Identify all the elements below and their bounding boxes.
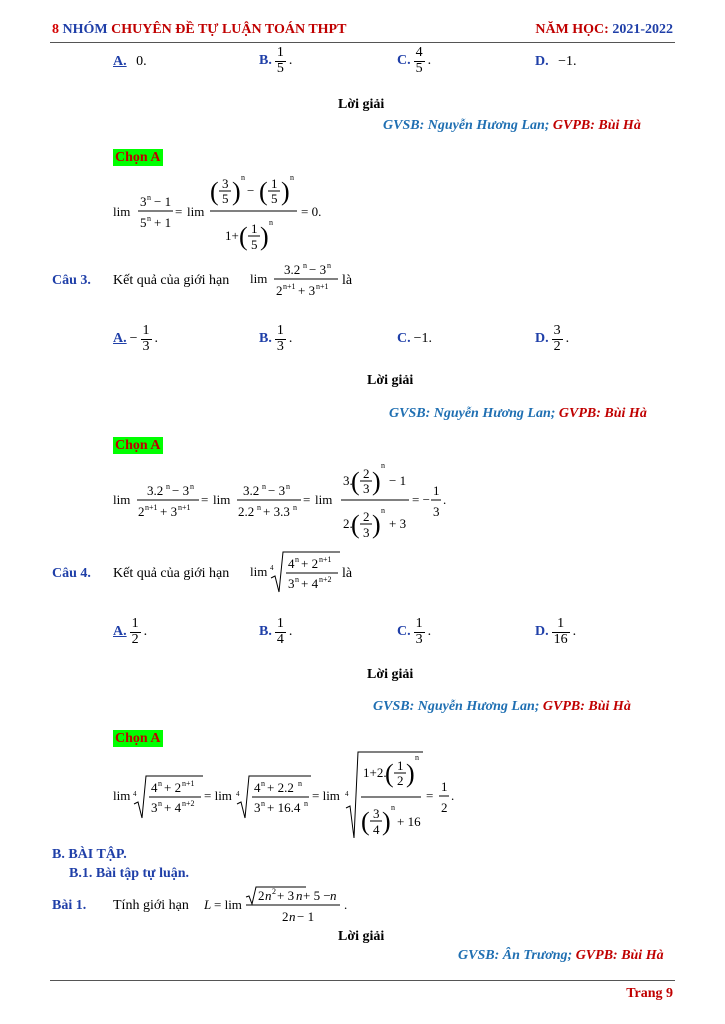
- svg-text:4: 4: [345, 790, 349, 798]
- svg-text:n+1: n+1: [182, 779, 195, 788]
- svg-text:n: n: [190, 482, 194, 491]
- svg-text:n: n: [166, 482, 170, 491]
- svg-text:+ 3: + 3: [160, 504, 178, 519]
- svg-text:=: =: [426, 788, 434, 803]
- svg-text:+ 16.4: + 16.4: [267, 800, 301, 815]
- svg-text:4: 4: [236, 790, 240, 798]
- svg-text:3.2: 3.2: [284, 262, 301, 277]
- svg-text:2: 2: [138, 504, 145, 519]
- header-title: [52, 22, 346, 38]
- svg-text:n: n: [241, 173, 245, 182]
- svg-text:3: 3: [140, 194, 147, 209]
- svg-text:n: n: [381, 461, 385, 470]
- header-year: [535, 22, 673, 38]
- section-title: B. BÀI TẬP.: [52, 847, 127, 862]
- svg-text:+ 3: + 3: [298, 283, 316, 298]
- svg-text:=: =: [303, 492, 311, 507]
- header-divider: [50, 42, 675, 43]
- svg-text:+ 5 −: + 5 −: [303, 888, 331, 903]
- q2-option-b: B. $\frac{1}{5}$ .: [259, 45, 293, 76]
- svg-text:+ 1: + 1: [154, 215, 172, 230]
- svg-text:n: n: [286, 482, 290, 491]
- svg-text:n: n: [261, 799, 265, 808]
- q2-option-c: C. $\frac{4}{5}$ .: [397, 45, 432, 76]
- svg-text:4: 4: [254, 780, 261, 795]
- q4-formula-svg: [113, 748, 463, 844]
- svg-text:3: 3: [363, 481, 370, 496]
- svg-text:4: 4: [133, 790, 137, 798]
- svg-text:n+1: n+1: [319, 555, 332, 564]
- svg-text:n: n: [296, 888, 303, 903]
- svg-text:(: (: [361, 807, 370, 836]
- svg-text:n: n: [327, 261, 331, 270]
- svg-text:n: n: [330, 888, 337, 903]
- svg-text:): ): [260, 222, 269, 251]
- svg-text:5: 5: [140, 215, 147, 230]
- q4-solution-formula: [113, 748, 463, 849]
- svg-text:n: n: [304, 799, 308, 808]
- svg-text:+ 3: + 3: [277, 888, 295, 903]
- q3-label: Câu 3.: [52, 273, 91, 288]
- svg-text:lim: lim: [113, 204, 131, 219]
- svg-text:n: n: [265, 888, 272, 903]
- svg-text:3: 3: [222, 176, 229, 191]
- svg-text:): ): [406, 759, 415, 788]
- svg-text:lim: lim: [113, 492, 131, 507]
- svg-text:): ): [281, 177, 290, 206]
- q3-answer-badge: Chọn A: [115, 438, 161, 453]
- svg-text:n: n: [303, 261, 307, 270]
- q3-option-b: B. $\frac{1}{3}$ .: [259, 323, 293, 354]
- svg-text:.: .: [344, 897, 348, 912]
- svg-text:(: (: [351, 510, 360, 539]
- svg-text:= 0.: = 0.: [301, 204, 322, 219]
- svg-text:3.2: 3.2: [147, 483, 164, 498]
- svg-text:−: −: [247, 183, 255, 198]
- svg-text:− 1: − 1: [297, 909, 315, 924]
- svg-text:n+2: n+2: [319, 575, 332, 584]
- header-left-part1: NHÓM: [62, 22, 112, 37]
- q3-limit-svg: [250, 258, 340, 302]
- svg-text:n: n: [391, 803, 395, 812]
- svg-text:3: 3: [363, 525, 370, 540]
- svg-text:3: 3: [433, 504, 440, 519]
- svg-text:2: 2: [272, 887, 276, 896]
- svg-text:.: .: [443, 492, 447, 507]
- q4-solution-title: Lời giải: [367, 667, 414, 682]
- q4-text: Kết quả của giới hạn: [113, 566, 230, 581]
- svg-text:(: (: [385, 759, 394, 788]
- svg-text:2.2: 2.2: [238, 504, 255, 519]
- svg-text:lim: lim: [250, 564, 268, 579]
- svg-text:n+1: n+1: [283, 282, 296, 291]
- q4-option-d: D. $\frac{1}{16}$ .: [535, 616, 577, 647]
- svg-text:): ): [372, 467, 381, 496]
- svg-text:n: n: [415, 753, 419, 762]
- svg-text:= lim: = lim: [214, 897, 242, 912]
- svg-text:+ 2: + 2: [164, 780, 182, 795]
- q4-limit-svg: [250, 548, 342, 596]
- svg-text:− 1: − 1: [389, 473, 407, 488]
- svg-text:1: 1: [433, 483, 440, 498]
- svg-text:lim: lim: [315, 492, 333, 507]
- svg-text:2: 2: [397, 773, 404, 788]
- q4-reviewers: GVSB: Nguyễn Hương Lan; GVPB: Bùi Hà: [373, 699, 631, 714]
- q4-tail: là: [342, 566, 353, 581]
- svg-text:3.2: 3.2: [243, 483, 260, 498]
- svg-text:2: 2: [276, 283, 283, 298]
- svg-text:n+2: n+2: [182, 799, 195, 808]
- svg-text:=: =: [201, 492, 209, 507]
- q2-answer-badge: Chọn A: [115, 150, 161, 165]
- q3-solution-title: Lời giải: [367, 373, 414, 388]
- svg-text:): ): [382, 807, 391, 836]
- svg-text:lim: lim: [187, 204, 205, 219]
- q2-option-a: A. 0.: [113, 54, 147, 69]
- q2-formula-svg: [113, 170, 373, 260]
- svg-text:=: =: [175, 204, 183, 219]
- svg-text:+ 3: + 3: [389, 516, 407, 531]
- svg-text:= lim: = lim: [312, 788, 340, 803]
- svg-text:(: (: [239, 222, 248, 251]
- svg-text:2: 2: [441, 800, 448, 815]
- q3-solution-formula: [113, 458, 453, 553]
- svg-text:L: L: [204, 897, 212, 912]
- q3-formula-svg: [113, 458, 453, 548]
- bai1-formula: [204, 885, 364, 932]
- svg-text:+ 3.3: + 3.3: [263, 504, 290, 519]
- q3-tail: là: [342, 273, 353, 288]
- svg-text:− 3: − 3: [172, 483, 190, 498]
- svg-text:n: n: [262, 482, 266, 491]
- svg-text:− 3: − 3: [268, 483, 286, 498]
- svg-text:): ): [232, 177, 241, 206]
- svg-text:= −: = −: [412, 492, 430, 507]
- svg-text:3: 3: [254, 800, 261, 815]
- q4-limit-formula: [250, 548, 342, 601]
- svg-text:3: 3: [288, 576, 295, 591]
- svg-text:5: 5: [251, 237, 258, 252]
- svg-text:n: n: [158, 779, 162, 788]
- svg-text:3: 3: [373, 806, 380, 821]
- svg-text:n: n: [381, 506, 385, 515]
- svg-text:1+2.: 1+2.: [363, 765, 387, 780]
- svg-text:lim: lim: [213, 492, 231, 507]
- svg-text:n+1: n+1: [145, 503, 158, 512]
- svg-text:3.: 3.: [343, 473, 353, 488]
- svg-text:+ 16: + 16: [397, 814, 421, 829]
- section-subtitle: B.1. Bài tập tự luận.: [69, 866, 190, 881]
- svg-text:5: 5: [222, 191, 229, 206]
- svg-text:n: n: [257, 503, 261, 512]
- q4-answer-badge: Chọn A: [115, 731, 161, 746]
- bai1-label: Bài 1.: [52, 898, 87, 913]
- bai1-reviewers: GVSB: Ân Trương; GVPB: Bùi Hà: [458, 948, 664, 963]
- bai1-text: Tính giới hạn: [113, 898, 189, 913]
- svg-text:2: 2: [363, 466, 370, 481]
- svg-text:4: 4: [270, 564, 274, 572]
- svg-text:(: (: [351, 467, 360, 496]
- svg-text:+ 4: + 4: [164, 800, 182, 815]
- q4-option-a: A. $\frac{1}{2}$ .: [113, 616, 148, 647]
- svg-text:2: 2: [363, 509, 370, 524]
- svg-text:4: 4: [151, 780, 158, 795]
- svg-text:.: .: [451, 788, 455, 803]
- q3-option-c: C. −1.: [397, 331, 433, 346]
- svg-text:= lim: = lim: [204, 788, 232, 803]
- svg-text:− 1: − 1: [154, 194, 172, 209]
- svg-text:n+1: n+1: [316, 282, 329, 291]
- logo-icon: 8: [52, 22, 59, 37]
- svg-text:1: 1: [251, 221, 258, 236]
- svg-text:+ 2.2: + 2.2: [267, 780, 294, 795]
- svg-text:2: 2: [282, 909, 289, 924]
- svg-text:(: (: [210, 177, 219, 206]
- svg-text:n: n: [261, 779, 265, 788]
- q3-text: Kết quả của giới hạn: [113, 273, 230, 288]
- svg-text:n: n: [147, 193, 151, 202]
- q2-option-d: D. −1.: [535, 54, 577, 69]
- header-year-value: 2021-2022: [612, 22, 673, 37]
- bai1-solution-title: Lời giải: [338, 929, 385, 944]
- svg-text:1: 1: [397, 758, 404, 773]
- q2-solution-title: Lời giải: [338, 97, 385, 112]
- svg-text:n: n: [293, 503, 297, 512]
- q3-reviewers: GVSB: Nguyễn Hương Lan; GVPB: Bùi Hà: [389, 406, 647, 421]
- q3-option-a: A. − $\frac{1}{3}$ .: [113, 323, 159, 354]
- svg-text:1: 1: [271, 176, 278, 191]
- svg-text:lim: lim: [250, 271, 268, 286]
- svg-text:4: 4: [373, 822, 380, 837]
- svg-text:n+1: n+1: [178, 503, 191, 512]
- svg-text:1: 1: [441, 779, 448, 794]
- page-number: Trang 9: [626, 986, 673, 1001]
- bai1-formula-svg: [204, 885, 364, 927]
- svg-text:2.: 2.: [343, 516, 353, 531]
- svg-text:n: n: [147, 214, 151, 223]
- svg-text:− 3: − 3: [309, 262, 327, 277]
- svg-text:1+: 1+: [225, 228, 239, 243]
- svg-text:n: n: [295, 575, 299, 584]
- q2-reviewers: GVSB: Nguyễn Hương Lan; GVPB: Bùi Hà: [383, 118, 641, 133]
- q4-option-b: B. $\frac{1}{4}$ .: [259, 616, 293, 647]
- footer-divider: [50, 980, 675, 981]
- svg-text:+ 4: + 4: [301, 576, 319, 591]
- svg-text:n: n: [269, 218, 273, 227]
- svg-text:n: n: [298, 779, 302, 788]
- header-left-part2: CHUYÊN ĐỀ TỰ LUẬN TOÁN THPT: [111, 22, 347, 37]
- svg-text:(: (: [259, 177, 268, 206]
- svg-text:5: 5: [271, 191, 278, 206]
- q4-label: Câu 4.: [52, 566, 91, 581]
- svg-text:lim: lim: [113, 788, 131, 803]
- svg-text:3: 3: [151, 800, 158, 815]
- svg-text:4: 4: [288, 556, 295, 571]
- svg-text:+ 2: + 2: [301, 556, 319, 571]
- header-year-label: NĂM HỌC:: [535, 22, 613, 37]
- q4-option-c: C. $\frac{1}{3}$ .: [397, 616, 432, 647]
- q3-limit-formula: [250, 258, 340, 307]
- svg-text:n: n: [290, 173, 294, 182]
- svg-text:): ): [372, 510, 381, 539]
- svg-text:2: 2: [258, 888, 265, 903]
- q2-solution-formula: [113, 170, 373, 260]
- svg-text:n: n: [289, 909, 296, 924]
- svg-text:n: n: [295, 555, 299, 564]
- svg-text:n: n: [158, 799, 162, 808]
- q3-option-d: D. $\frac{3}{2}$ .: [535, 323, 570, 354]
